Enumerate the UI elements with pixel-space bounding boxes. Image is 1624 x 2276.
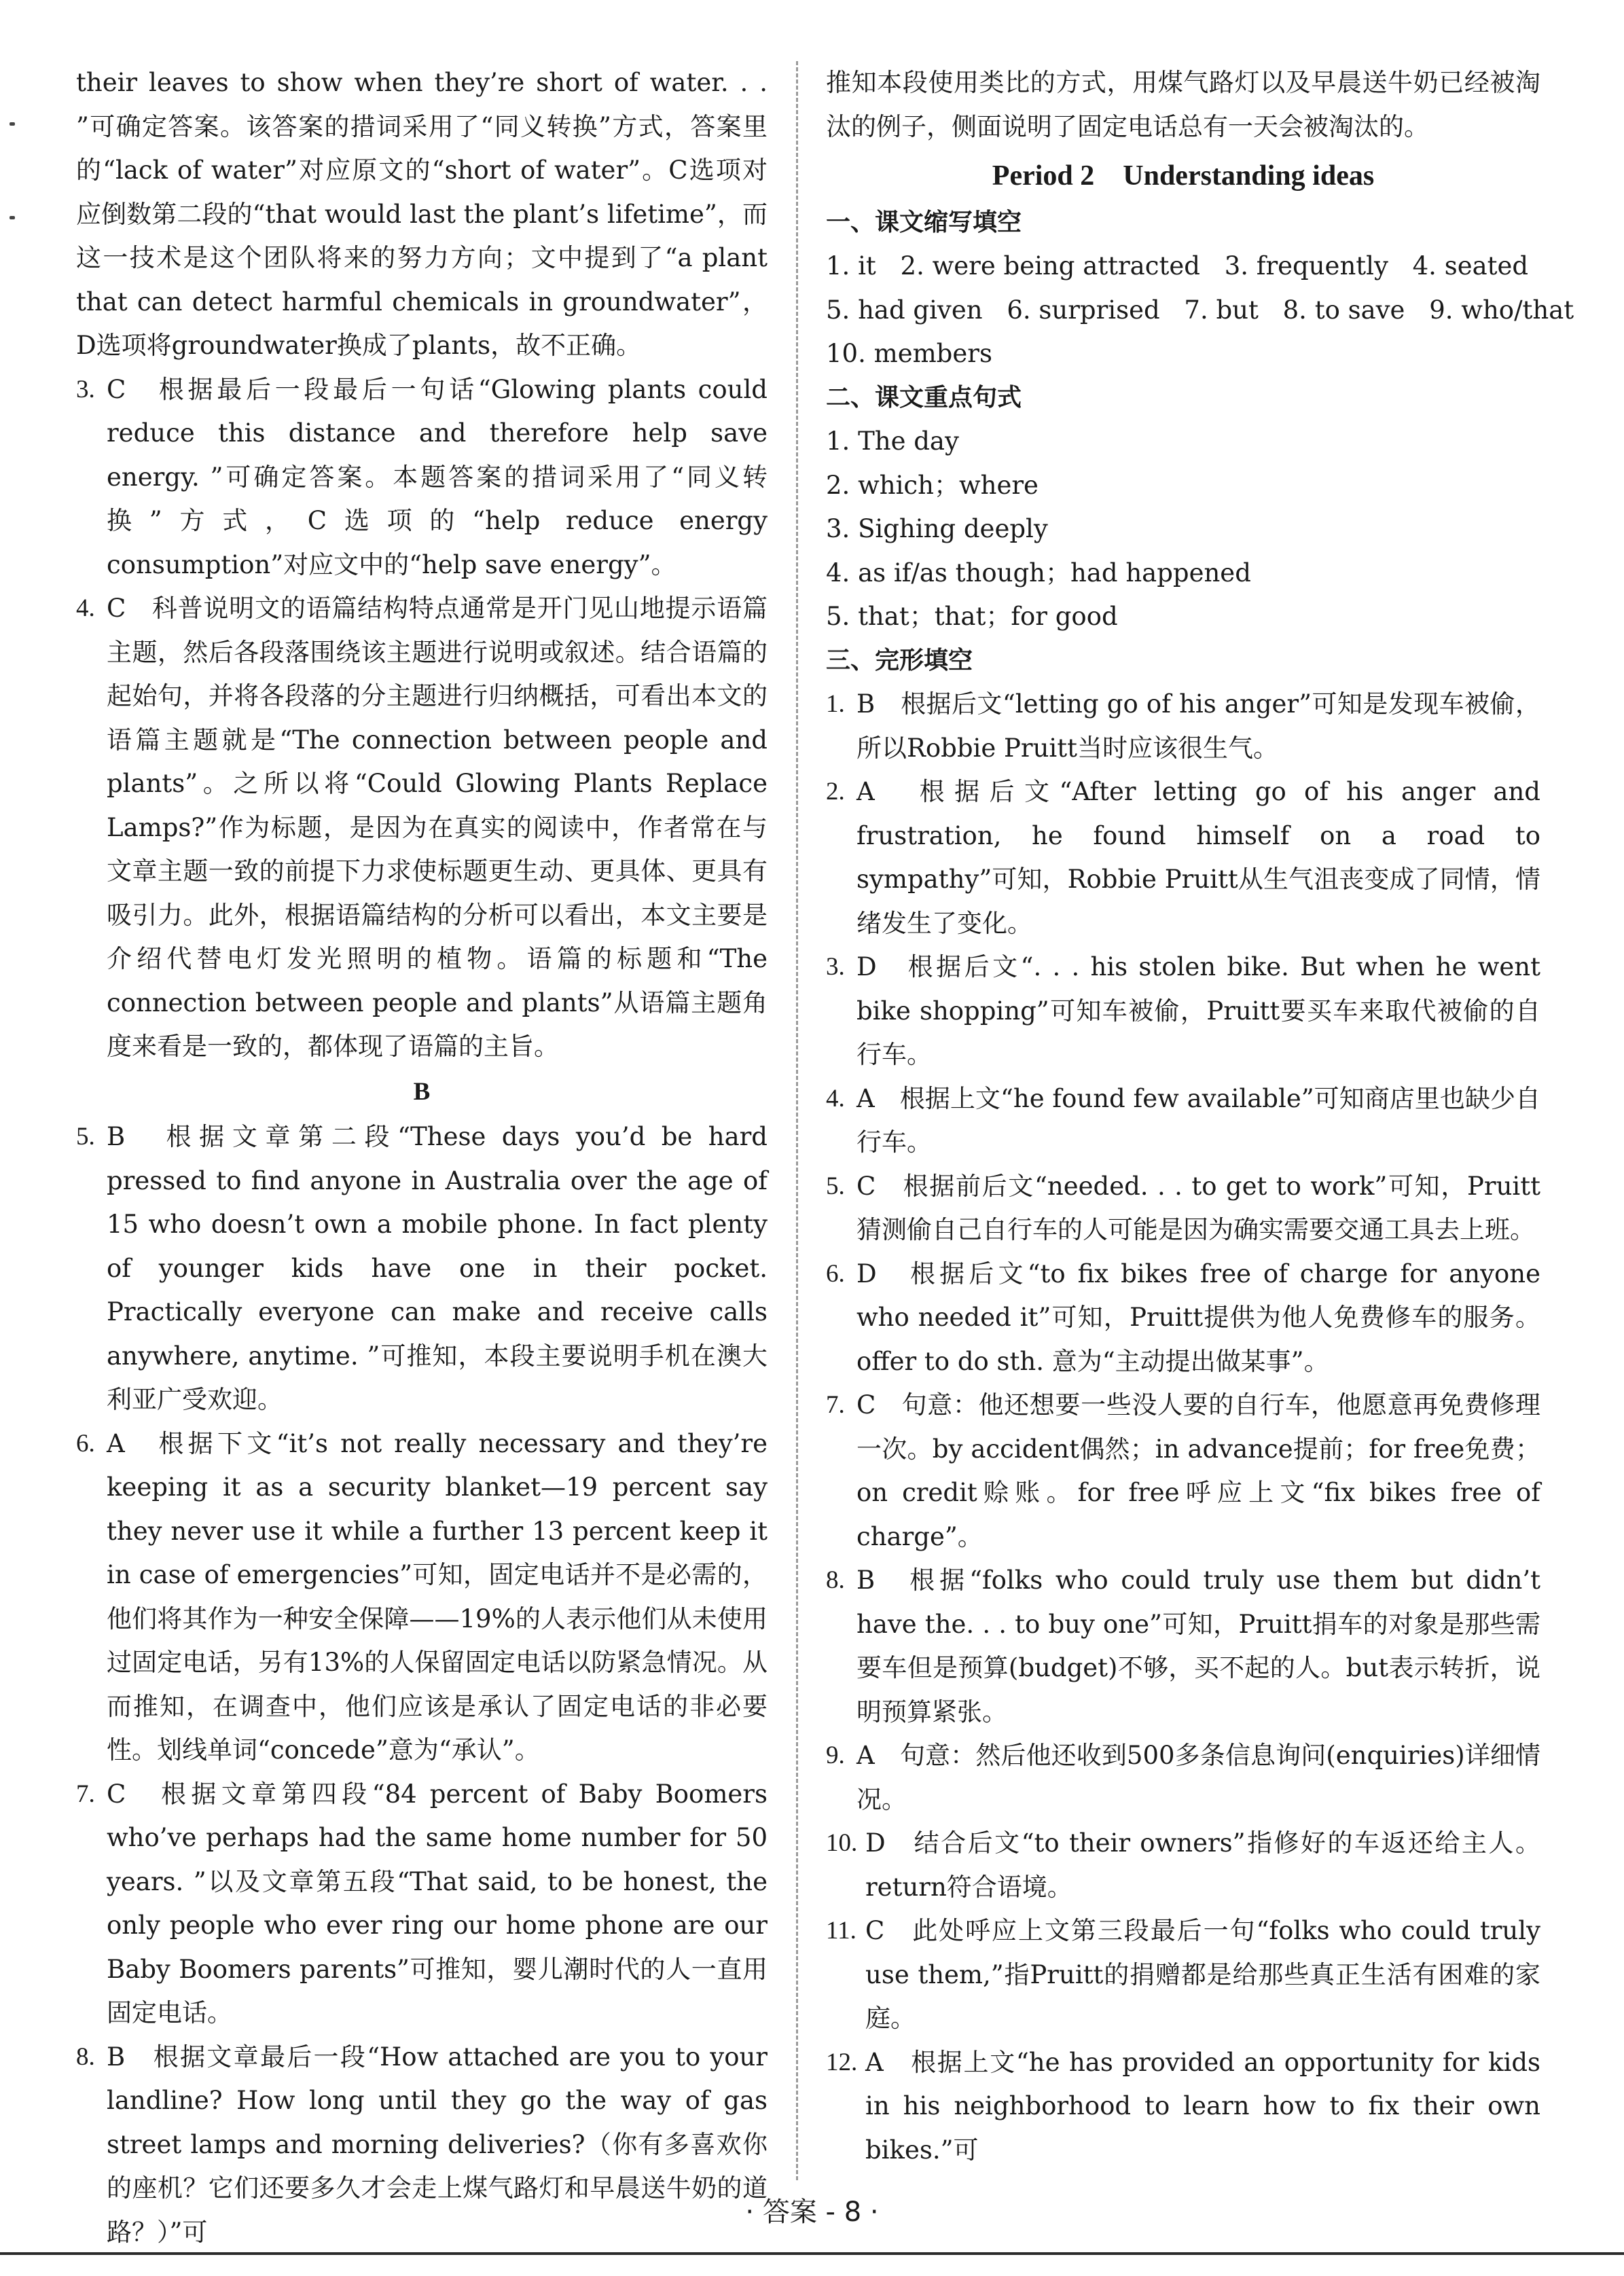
sentence-answer: 1. The day bbox=[826, 427, 959, 456]
fill-answer: 8. to save bbox=[1282, 295, 1405, 325]
item-text: C 根据最后一段最后一句话“Glowing plants could reduce this distance and therefore help save energy. ”可确定答案。本题答案的措词采用了“同义转换”方式，C选项的“help reduce energy consumption”对应文中的“help save energy”。 bbox=[107, 374, 768, 579]
item-number: 8. bbox=[826, 1566, 845, 1594]
period-title: Period 2 Understanding ideas bbox=[992, 160, 1375, 192]
page-number: · 答案 - 8 · bbox=[745, 2197, 879, 2228]
item-number: 4. bbox=[826, 1084, 845, 1113]
cloze-item bbox=[826, 945, 1540, 1077]
cloze-item bbox=[826, 1384, 1540, 1559]
item-number: 9. bbox=[826, 1741, 845, 1769]
bottom-rule bbox=[0, 2252, 1624, 2255]
fill-answer: 9. who/that bbox=[1429, 295, 1574, 325]
item-number: 1. bbox=[826, 690, 845, 718]
item-text: A 句意：然后他还收到500多条信息询问(enquiries)详细情况。 bbox=[856, 1741, 1540, 1814]
sentence-answer: 4. as if/as though；had happened bbox=[826, 558, 1251, 588]
item-number: 10. bbox=[826, 1829, 858, 1857]
item-number: 6. bbox=[826, 1259, 845, 1288]
scan-mark bbox=[10, 122, 15, 126]
sentence-answer: 2. which；where bbox=[826, 470, 1039, 500]
continuation-paragraph: 推知本段使用类比的方式，用煤气路灯以及早晨送牛奶已经被淘汰的例子，侧面说明了固定电话总有一天会被淘汰的。 bbox=[826, 68, 1540, 141]
item-number: 11. bbox=[826, 1917, 856, 1945]
item-text: A 根据上文“he has provided an opportunity for kids in his neighborhood to learn how to fix their own bikes.”可 bbox=[865, 2047, 1540, 2165]
intro-paragraph: their leaves to show when they’re short of water. . . ”可确定答案。该答案的措词采用了“同义转换”方式，答案里的“lack of water”对应原文的“short of water”。C选项对应倒数第二段的“that would last the plant’s lifetime”，而这一技术是这个团队将来的努力方向；文中提到了“a plant that can detect harmful chemicals in groundwater”，D选项将groundwater换成了plants，故不正确。 bbox=[76, 68, 768, 360]
item-number: 7. bbox=[826, 1391, 845, 1419]
item-text: C 根据文章第四段“84 percent of Baby Boomers who’ve perhaps had the same home number for 50 years. ”以及文章第五段“That said, to be honest, the only people who ever ring our home phone are our Baby Boomers parents”可推知，婴儿潮时代的人一直用固定电话。 bbox=[107, 1779, 768, 2027]
left-column bbox=[76, 61, 768, 2254]
cloze-item bbox=[826, 1077, 1540, 1165]
answer-item bbox=[76, 1773, 768, 2036]
cloze-item bbox=[826, 1559, 1540, 1734]
item-text: C 科普说明文的语篇结构特点通常是开门见山地提示语篇主题，然后各段落围绕该主题进行说明或叙述。结合语篇的起始句，并将各段落的分主题进行归纳概括，可看出本文的语篇主题就是“The connection between people and plants”。之所以将“Could Glowing Plants Replace Lamps?”作为标题，是因为在真实的阅读中，作者常在与文章主题一致的前提下力求使标题更生动、更具体、更具有吸引力。此外，根据语篇结构的分析可以看出，本文主要是介绍代替电灯发光照明的植物。语篇的标题和“The connection between people and plants”从语篇主题角度来看是一致的，都体现了语篇的主旨。 bbox=[107, 594, 768, 1061]
cloze-item bbox=[826, 1909, 1540, 2041]
item-number: 6. bbox=[76, 1429, 95, 1458]
item-number: 8. bbox=[76, 2042, 95, 2071]
answer-item bbox=[76, 1422, 768, 1773]
item-number: 4. bbox=[76, 594, 95, 622]
cloze-item bbox=[826, 770, 1540, 945]
scan-mark bbox=[10, 216, 15, 219]
item-number: 12. bbox=[826, 2048, 858, 2076]
item-number: 2. bbox=[826, 778, 845, 806]
cloze-item bbox=[826, 1734, 1540, 1822]
fill-answer: 5. had given bbox=[826, 295, 983, 325]
fill-answer: 7. but bbox=[1184, 295, 1259, 325]
cloze-item bbox=[826, 683, 1540, 770]
item-text: C 句意：他还想要一些没人要的自行车，他愿意再免费修理一次。by accident偶然；in advance提前；for free免费；on credit赊账。for free呼应上文“fix bikes free of charge”。 bbox=[856, 1390, 1540, 1551]
item-text: B 根据“folks who could truly use them but didn’t have the. . . to buy one”可知，Pruitt捐车的对象是那些需要车但是预算(budget)不够，买不起的人。but表示转折，说明预算紧张。 bbox=[856, 1566, 1540, 1727]
item-text: A 根据后文“After letting go of his anger and frustration, he found himself on a road to sympathy”可知，Robbie Pruitt从生气沮丧变成了同情，情绪发生了变化。 bbox=[856, 777, 1540, 938]
cloze-item bbox=[826, 1165, 1540, 1252]
sentence-answer: 5. that；that；for good bbox=[826, 602, 1118, 631]
item-text: B 根据后文“letting go of his anger”可知是发现车被偷，所以Robbie Pruitt当时应该很生气。 bbox=[856, 689, 1540, 763]
answer-item bbox=[76, 368, 768, 588]
item-text: A 根据下文“it’s not really necessary and they’re keeping it as a security blanket—19 percent say they never use it while a further 13 percent keep it in case of emergencies”可知，固定电话并不是必需的，他们将其作为一种安全保障——19%的人表示他们从未使用过固定电话，另有13%的人保留固定电话以防紧急情况。从而推知，在调查中，他们应该是承认了固定电话的非必要性。划线单词“concede”意为“承认”。 bbox=[107, 1428, 768, 1765]
answer-item bbox=[76, 1115, 768, 1422]
section-b-heading: B bbox=[413, 1077, 431, 1106]
item-text: D 根据后文“to fix bikes free of charge for anyone who needed it”可知，Pruitt提供为他人免费修车的服务。offer to do sth. 意为“主动提出做某事”。 bbox=[856, 1259, 1540, 1376]
fill-answers-row bbox=[826, 332, 1540, 376]
fill-answers-row bbox=[826, 245, 1540, 289]
fill-answer: 3. frequently bbox=[1224, 251, 1388, 281]
item-number: 3. bbox=[826, 953, 845, 981]
column-divider bbox=[796, 61, 798, 2180]
cloze-item bbox=[826, 1822, 1540, 1909]
cloze-item bbox=[826, 1252, 1540, 1384]
item-text: D 根据后文“. . . his stolen bike. But when he went bike shopping”可知车被偷，Pruitt要买车来取代被偷的自行车。 bbox=[856, 952, 1540, 1069]
right-column bbox=[826, 61, 1574, 2172]
fill-answers-row bbox=[826, 289, 1574, 333]
item-number: 5. bbox=[76, 1123, 95, 1151]
fill-answer: 2. were being attracted bbox=[900, 251, 1200, 281]
section-heading: 一、课文缩写填空 bbox=[826, 208, 1022, 236]
item-text: B 根据文章第二段“These days you’d be hard pressed to find anyone in Australia over the age of 15 who doesn’t own a mobile phone. In fact plenty of younger kids have one in their pocket. Practically everyone can make and receive calls anywhere, anytime. ”可推知，本段主要说明手机在澳大利亚广受欢迎。 bbox=[107, 1122, 768, 1414]
fill-answer: 6. surprised bbox=[1007, 295, 1160, 325]
item-number: 7. bbox=[76, 1780, 95, 1808]
fill-answer: 4. seated bbox=[1412, 251, 1529, 281]
answer-item bbox=[76, 587, 768, 1069]
fill-answer: 1. it bbox=[826, 251, 876, 281]
fill-answer: 10. members bbox=[826, 339, 992, 368]
cloze-item bbox=[826, 2041, 1540, 2173]
item-text: C 此处呼应上文第三段最后一句“folks who could truly use them,”指Pruitt的捐赠都是给那些真正生活有困难的家庭。 bbox=[865, 1916, 1540, 2033]
item-text: D 结合后文“to their owners”指修好的车返还给主人。return符合语境。 bbox=[865, 1828, 1540, 1902]
item-number: 5. bbox=[826, 1172, 845, 1200]
item-text: A 根据上文“he found few available”可知商店里也缺少自行车。 bbox=[856, 1083, 1540, 1157]
item-text: B 根据文章最后一段“How attached are you to your landline? How long until they go the way of gas street lamps and morning deliveries?（你有多喜欢你的座机？它们还要多久才会走上煤气路灯和早晨送牛奶的道路？）”可 bbox=[107, 2042, 768, 2247]
item-number: 3. bbox=[76, 375, 95, 403]
item-text: C 根据前后文“needed. . . to get to work”可知，Pruitt猜测偷自己自行车的人可能是因为确实需要交通工具去上班。 bbox=[856, 1171, 1540, 1244]
section-heading: 三、完形填空 bbox=[826, 646, 973, 674]
section-heading: 二、课文重点句式 bbox=[826, 383, 1022, 412]
sentence-answer: 3. Sighing deeply bbox=[826, 514, 1048, 543]
